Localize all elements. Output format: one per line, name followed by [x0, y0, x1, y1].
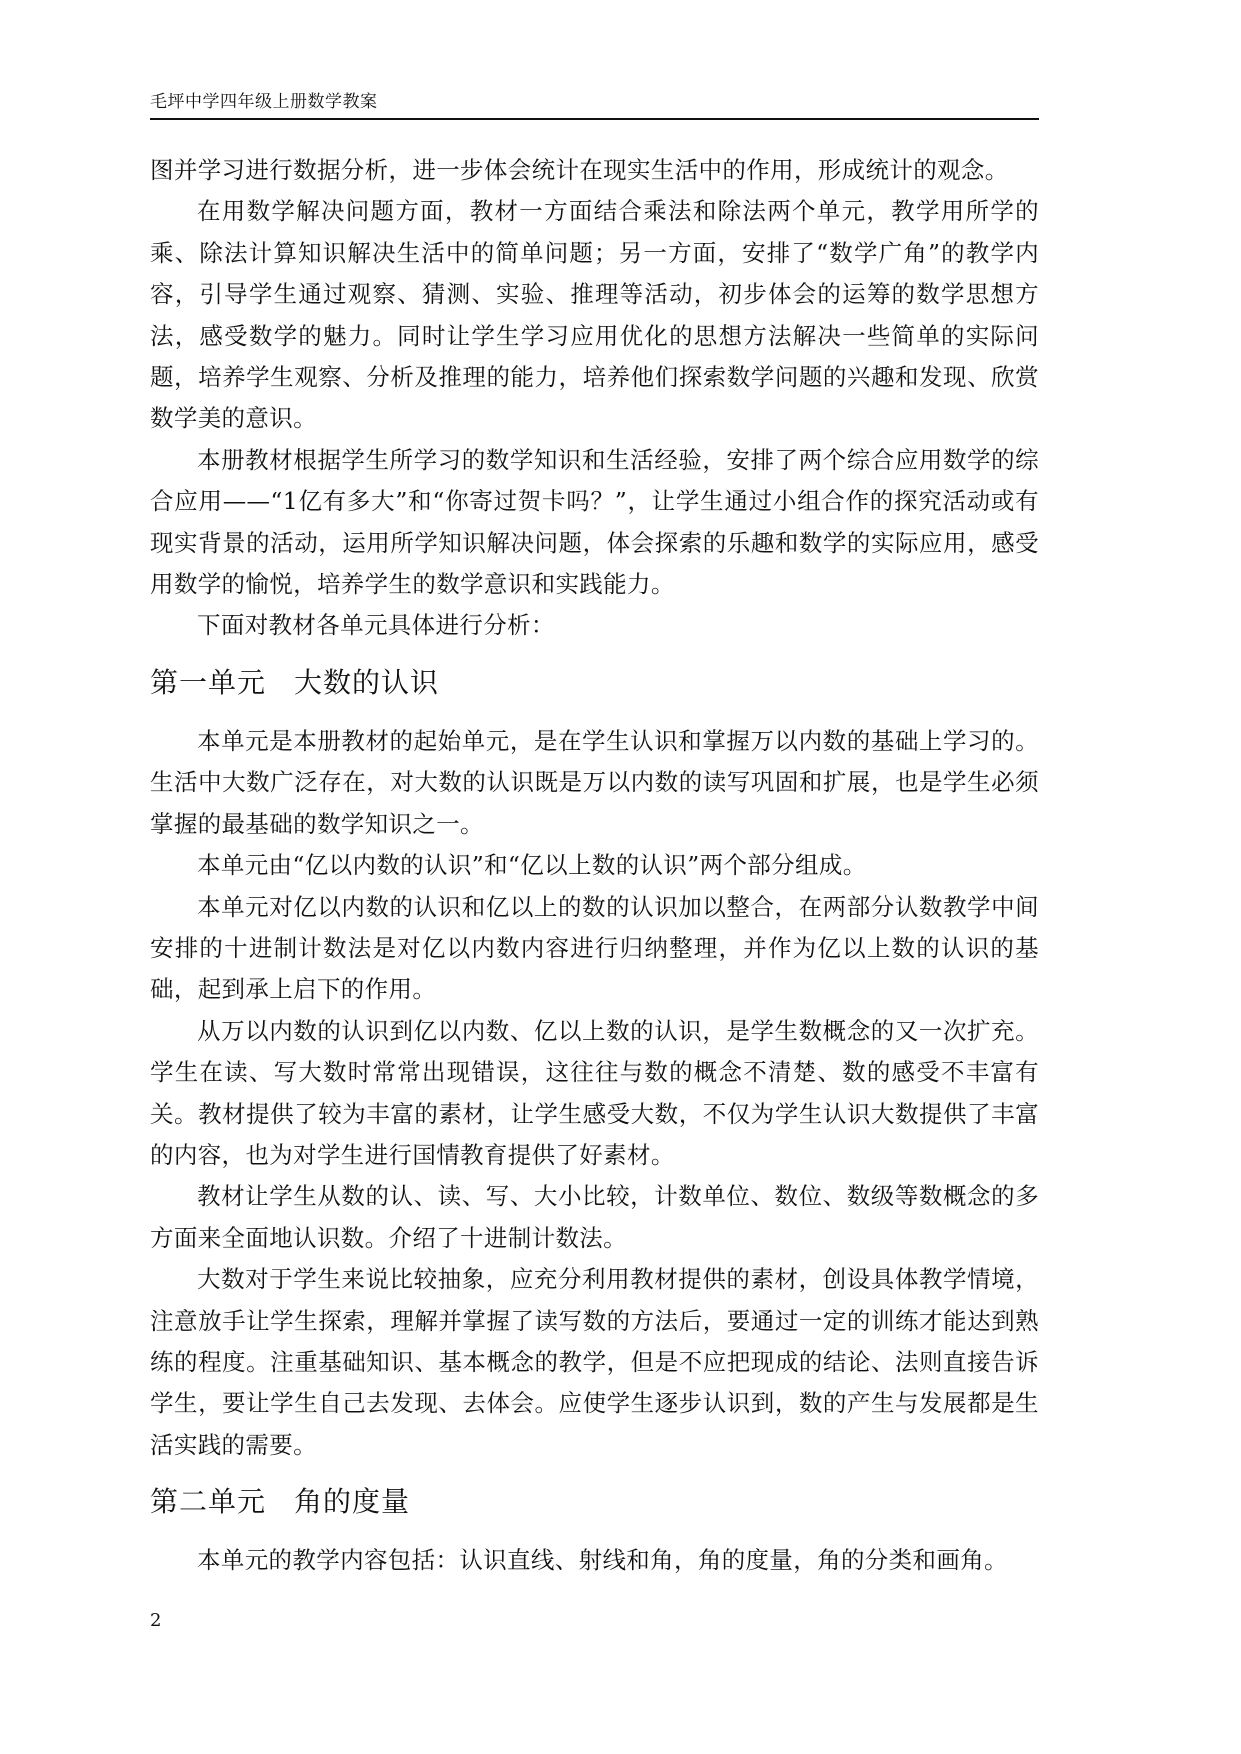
paragraph-unit1-2: 本单元由“亿以内数的认识”和“亿以上数的认识”两个部分组成。	[197, 851, 867, 880]
section-number: 第二单元	[150, 1485, 267, 1519]
page-number: 2	[150, 1610, 162, 1631]
header-title: 毛坪中学四年级上册数学教案	[150, 92, 378, 112]
paragraph-intro-4: 下面对教材各单元具体进行分析：	[197, 611, 555, 640]
paragraph-intro-1: 图并学习进行数据分析，进一步体会统计在现实生活中的作用，形成统计的观念。	[150, 156, 1009, 184]
paragraph-unit1-5: 教材让学生从数的认、读、写、大小比较，计数单位、数位、数级等数概念的多方面来全面地认识数。介绍了十进制计数法。	[150, 1182, 1039, 1252]
paragraph-unit1-6: 大数对于学生来说比较抽象，应充分利用教材提供的素材，创设具体教学情境，注意放手让学生探索，理解并掌握了读写数的方法后，要通过一定的训练才能达到熟练的程度。注重基础知识、基本概念的教学，但是不应把现成的结论、法则直接告诉学生，要让学生自己去发现、去体会。应使学生逐步认识到，数的产生与发展都是生活实践的需要。	[150, 1265, 1039, 1459]
document-body	[150, 150, 1039, 1582]
page-header	[150, 86, 1039, 120]
paragraph-intro-3: 本册教材根据学生所学习的数学知识和生活经验，安排了两个综合应用数学的综合应用——“1亿有多大”和“你寄过贺卡吗？”，让学生通过小组合作的探究活动或有现实背景的活动，运用所学知识解决问题，体会探索的乐趣和数学的实际应用，感受用数学的愉悦，培养学生的数学意识和实践能力。	[150, 445, 1039, 599]
section-title: 大数的认识	[294, 665, 440, 699]
paragraph-unit1-3: 本单元对亿以内数的认识和亿以上的数的认识加以整合，在两部分认数教学中间安排的十进制计数法是对亿以内数内容进行归纳整理，并作为亿以上数的认识的基础，起到承上启下的作用。	[150, 892, 1039, 1004]
section-heading-unit-2	[150, 1482, 1039, 1522]
paragraph-unit1-1: 本单元是本册教材的起始单元，是在学生认识和掌握万以内数的基础上学习的。生活中大数广泛存在，对大数的认识既是万以内数的读写巩固和扩展，也是学生必须掌握的最基础的数学知识之一。	[150, 726, 1039, 838]
paragraph-unit1-4: 从万以内数的认识到亿以内数、亿以上数的认识，是学生数概念的又一次扩充。学生在读、写大数时常常出现错误，这往往与数的概念不清楚、数的感受不丰富有关。教材提供了较为丰富的素材，让学生感受大数，不仅为学生认识大数提供了丰富的内容，也为对学生进行国情教育提供了好素材。	[150, 1016, 1039, 1169]
paragraph-unit2-1: 本单元的教学内容包括：认识直线、射线和角，角的度量，角的分类和画角。	[197, 1546, 1008, 1575]
paragraph-intro-2: 在用数学解决问题方面，教材一方面结合乘法和除法两个单元，教学用所学的乘、除法计算知识解决生活中的简单问题；另一方面，安排了“数学广角”的教学内容，引导学生通过观察、猜测、实验、推理等活动，初步体会的运筹的数学思想方法，感受数学的魅力。同时让学生学习应用优化的思想方法解决一些简单的实际问题，培养学生观察、分析及推理的能力，培养他们探索数学问题的兴趣和发现、欣赏数学美的意识。	[150, 197, 1039, 433]
section-number: 第一单元	[150, 665, 267, 699]
section-heading-unit-1	[150, 663, 1039, 703]
section-title: 角的度量	[294, 1485, 411, 1519]
